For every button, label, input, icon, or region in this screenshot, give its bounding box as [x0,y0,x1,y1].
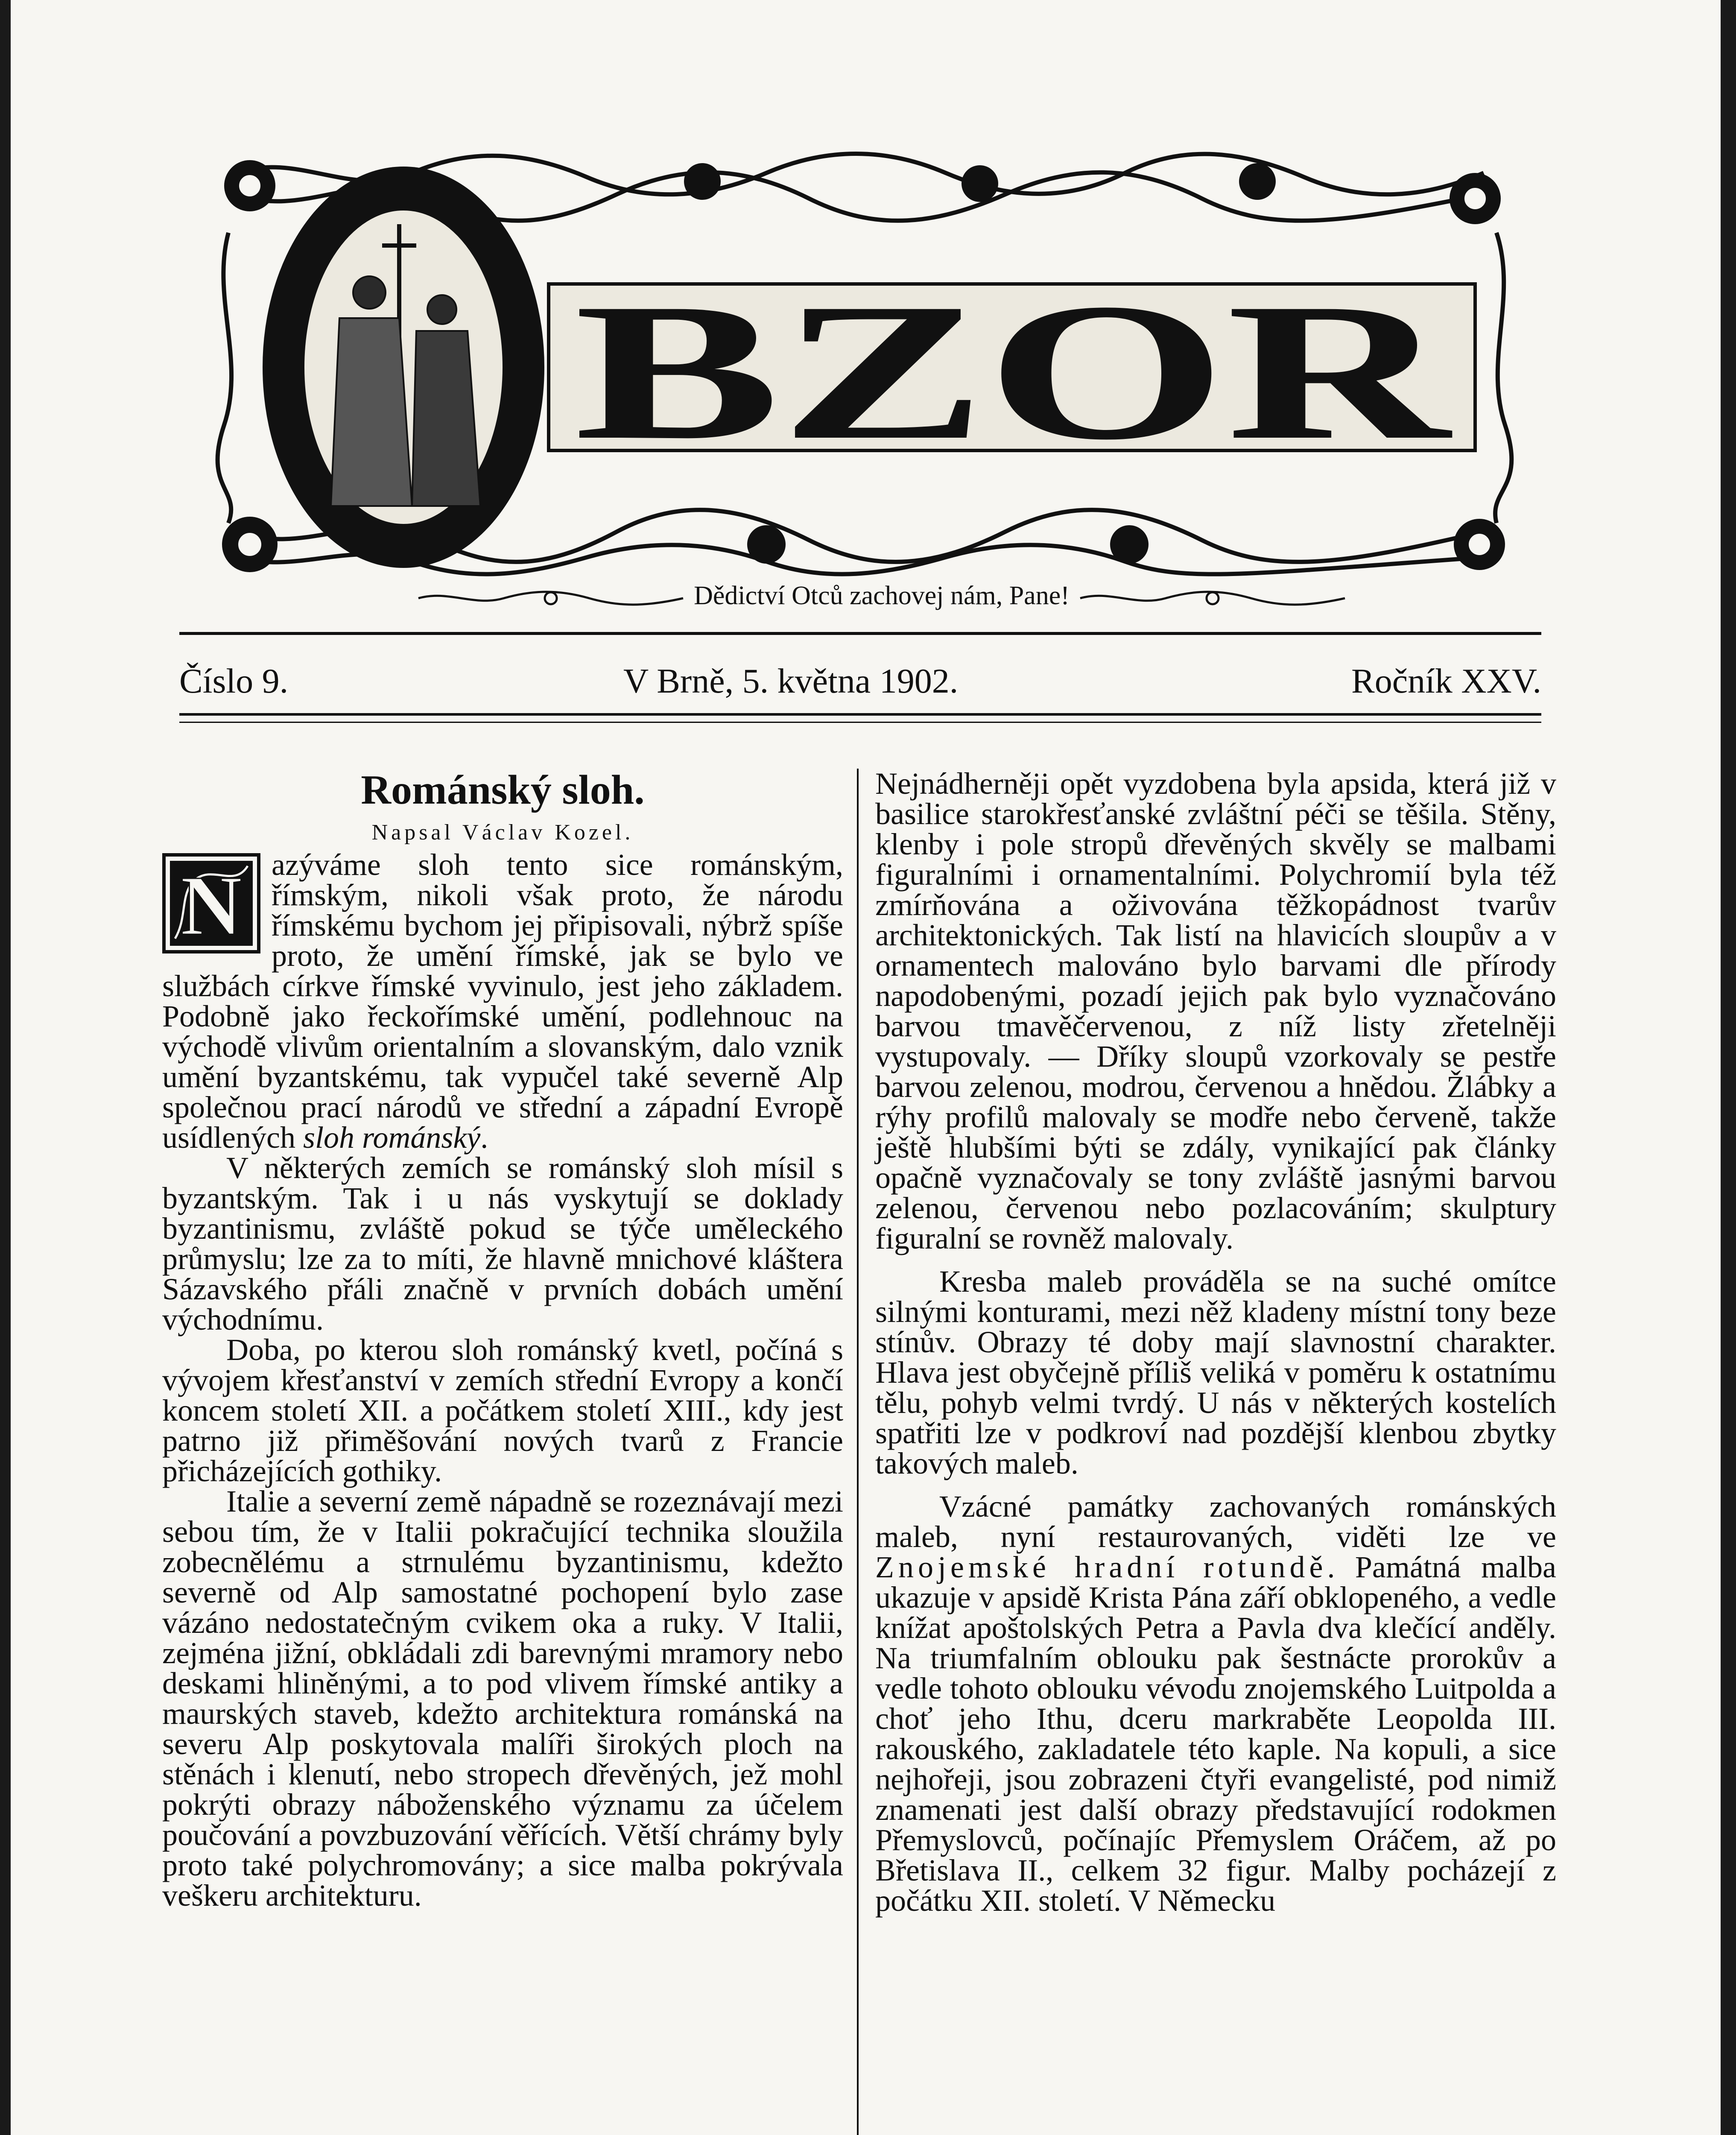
motto-line [258,581,1505,615]
article-column-left [162,764,843,1911]
issue-place-date: V Brně, 5. května 1902. [623,661,959,700]
paragraph-1-end: . [480,1120,488,1155]
masthead-title-letters [549,263,1475,480]
column-divider [857,769,859,2135]
paragraph-5: Nejnádherněji opět vyzdobena byla apsida, která již v basilice starokřesťanské zvláštní péči se těšila. Stěny, klenby i pole stropů dřevěných skvěly se malbami figuralními i ornamentalními. Polychromií byla též zmírňována a oživována těžkopádnost tvarův architektonických. Tak listí na hlavicích sloupův a v ornamentech malováno bylo barvami dle přírody napodobenými, pozadí jejich pak bylo vyznačováno barvou tmavěčervenou, z níž listy zřetelněji vystupovaly. — Dříky sloupů vzorkovaly se pestře barvou zelenou, modrou, červenou a hnědou. Žlábky a rýhy profilů malovaly se modře nebo červeně, takže ještě hlubšími býti se zdály, vynikající pak články opačně vyznačovaly se tony zvláště jasnými barvou zelenou, červenou nebo pozlacováním; skulptury figuralní se rovněž malovaly. [875,766,1556,1255]
paragraph-1-text: azýváme sloh tento sice románským, římským, nikoli však proto, že národu římskému bychom jej připisovali, nýbrž spíše proto, že umění římské, jak se bylo ve službách církve římské vyvinulo, jest jeho základem. Podobně jako řeckořímské umění, podlehnouc na východě vlivům orientalním a slovanským, dalo vznik umění byzantskému, tak vypučel také severně Alp společnou prací národů ve střední a západní Evropě usídlených [162,848,843,1155]
paragraph-4: Italie a severní země nápadně se rozeznávají mezi sebou tím, že v Italii pokračující technika sloužila zobecnělému a strnulému byzantinismu, kdežto severně od Alp samostatné pochopení bylo zase vázáno nedostatečným cvikem oka a ruky. V Italii, zejména jižní, obkládali zdi barevnými mramory nebo deskami hliněnými, a to pod vlivem římské antiky a maurských staveb, kdežto architektura románská na severu Alp poskytovala malíři širokých ploch na stěnách i klenutí, nebo stropech dřevěných, jež mohl pokrýti obrazy náboženského významu za účelem poučování a povzbuzování věřících. Větší chrámy byly proto také polychromovány; a sice malba pokrývala veškeru architekturu. [162,1484,843,1913]
newspaper-page [11,0,1721,2135]
paragraph-2: V některých zemích se románský sloh mísil s byzantským. Tak i u nás vyskytují se doklady byzantinismu, zvláště pokud se týče uměleckého průmyslu; lze za to míti, že hlavně mnichové kláštera Sázavského přáli značně v prvních dobách umění východnímu. [162,1151,843,1337]
paragraph-3: Doba, po kterou sloh románský kvetl, počíná s vývojem křesťanství v zemích střední Evropy a končí koncem století XII. a počátkem století XIII., kdy jest patrno již přiměšování nových tvarů z Francie přicházejících gothiky. [162,1333,843,1488]
paragraph-7-spaced: Znojemské hradní rotundě [875,1550,1327,1584]
masthead-banner [211,147,1518,579]
rule-bottom [179,713,1541,716]
rule-double [179,722,1541,723]
article-title: Románský sloh. [361,767,645,813]
motto-text: Dědictví Otců zachovej nám, Pane! [694,581,1070,610]
article-column-right [875,766,1557,1918]
letter-o-medallion [263,167,544,568]
paragraph-6: Kresba maleb prováděla se na suché omítce silnými konturami, mezi něž kladeny místní tony beze stínův. Obrazy té doby mají slavnostní charakter. Hlava jest obyčejně příliš veliká v poměru k ostatnímu tělu, pohyb velmi tvrdý. U nás v některých kostelích spatřiti lze v podkroví nad pozdější klenbou zbytky takových maleb. [875,1264,1556,1480]
paragraph-7-text: Vzácné památky zachovaných románských maleb, nyní restaurovaných, viděti lze ve [875,1489,1556,1554]
paragraph-1-emphasis: sloh románský [303,1120,481,1155]
scroll-ornament-left [414,590,687,607]
masthead-title: BZOR [574,263,1453,480]
rule-top [179,632,1541,635]
dropcap-n [162,853,260,953]
issue-number: Číslo 9. [179,661,289,700]
dropcap-letter: N [180,859,243,953]
article-byline: Napsal Václav Kozel. [371,820,634,845]
issue-volume: Ročník XXV. [1351,661,1541,700]
paragraph-7 [875,1489,1557,1918]
paragraph-1 [162,850,843,1153]
paragraph-7-rest: . Památná malba ukazuje v apsidě Krista Pána září obklopeného, a vedle knížat apoštolských Petra a Pavla dva klečící anděly. Na triumfalním oblouku pak šestnácte prorokův a vedle tohoto oblouku vévodu znojemského Luitpolda a choť jeho Ithu, dceru markraběte Leopolda III. rakouského, zakladatele této kaple. Na kopuli, a sice nejhořeji, jsou zobrazeni čtyři evangelisté, pod nimiž znamenati jest další obrazy představující rodokmen Přemyslovců, počínajíc Přemyslem Oráčem, až po Břetislava II., celkem 32 figur. Malby pocházejí z počátku XII. století. V Německu [875,1550,1557,1918]
issue-info-bar [179,661,1541,704]
scroll-ornament-right [1076,590,1349,607]
